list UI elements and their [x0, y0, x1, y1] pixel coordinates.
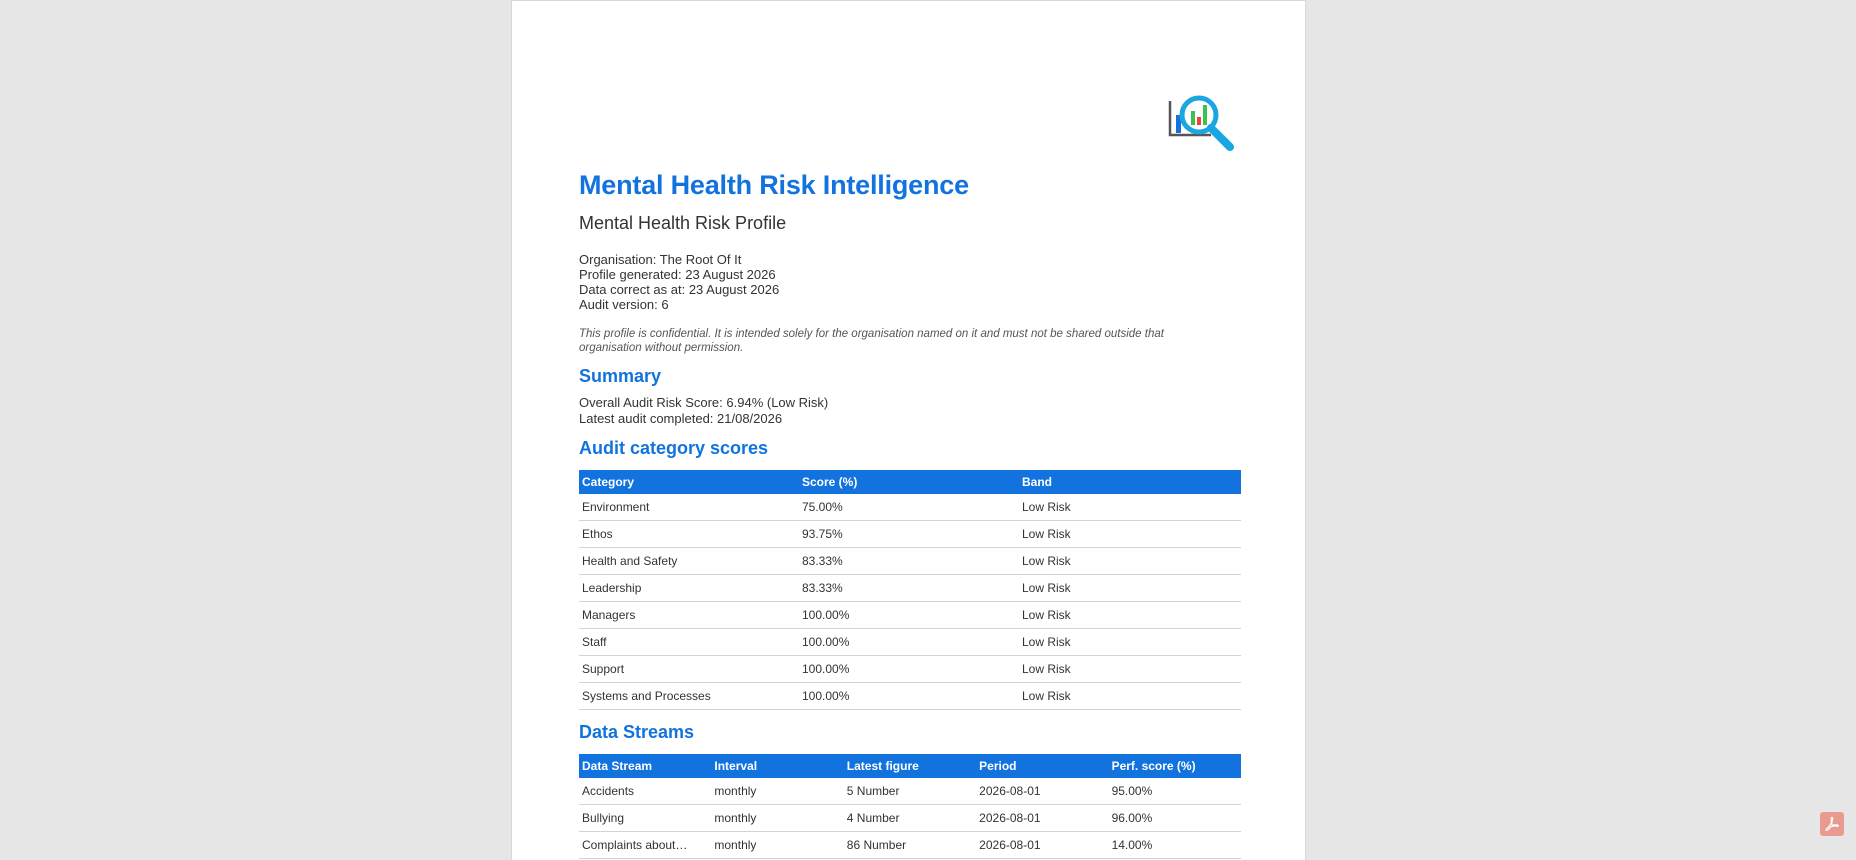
- column-header: Perf. score (%): [1109, 754, 1241, 778]
- perf-score-cell: 14.00%: [1109, 832, 1241, 859]
- stream-cell: Accidents: [579, 778, 711, 805]
- table-header-row: [579, 754, 1241, 778]
- magnifier-chart-icon: [1167, 93, 1235, 151]
- stream-cell: Complaints about…: [579, 832, 711, 859]
- figure-cell: 86 Number: [844, 832, 976, 859]
- category-cell: Managers: [579, 602, 799, 629]
- perf-score-cell: 96.00%: [1109, 805, 1241, 832]
- band-cell: Low Risk: [1019, 548, 1241, 575]
- column-header: Band: [1019, 470, 1241, 494]
- table-row: [579, 602, 1241, 629]
- table-row: [579, 778, 1241, 805]
- band-cell: Low Risk: [1019, 494, 1241, 521]
- table-row: [579, 656, 1241, 683]
- score-cell: 100.00%: [799, 656, 1019, 683]
- category-cell: Support: [579, 656, 799, 683]
- band-cell: Low Risk: [1019, 683, 1241, 710]
- meta-audit-version: Audit version: 6: [579, 297, 669, 312]
- meta-data-correct: Data correct as at: 23 August 2026: [579, 282, 780, 297]
- pdf-icon: [1824, 816, 1840, 832]
- category-cell: Staff: [579, 629, 799, 656]
- interval-cell: monthly: [711, 778, 843, 805]
- document-page: [511, 0, 1306, 860]
- table-row: [579, 805, 1241, 832]
- pdf-viewer-button[interactable]: [1820, 812, 1844, 836]
- column-header: Latest figure: [844, 754, 976, 778]
- score-cell: 75.00%: [799, 494, 1019, 521]
- column-header: Category: [579, 470, 799, 494]
- score-cell: 83.33%: [799, 548, 1019, 575]
- overall-score: Overall Audit Risk Score: 6.94% (Low Risk): [579, 395, 829, 410]
- audit-scores-heading: Audit category scores: [579, 438, 769, 458]
- data-streams-table: [579, 754, 1241, 859]
- period-cell: 2026-08-01: [976, 778, 1108, 805]
- interval-cell: monthly: [711, 832, 843, 859]
- stream-cell: Bullying: [579, 805, 711, 832]
- table-row: [579, 548, 1241, 575]
- audit-scores-table: [579, 470, 1241, 710]
- table-header-row: [579, 470, 1241, 494]
- band-cell: Low Risk: [1019, 575, 1241, 602]
- column-header: Period: [976, 754, 1108, 778]
- score-cell: 100.00%: [799, 683, 1019, 710]
- figure-cell: 5 Number: [844, 778, 976, 805]
- column-header: Interval: [711, 754, 843, 778]
- summary-section: [579, 395, 828, 427]
- document-title: Mental Health Risk Intelligence: [579, 170, 969, 200]
- figure-cell: 4 Number: [844, 805, 976, 832]
- score-cell: 100.00%: [799, 602, 1019, 629]
- column-header: Score (%): [799, 470, 1019, 494]
- period-cell: 2026-08-01: [976, 805, 1108, 832]
- category-cell: Leadership: [579, 575, 799, 602]
- score-cell: 83.33%: [799, 575, 1019, 602]
- category-cell: Systems and Processes: [579, 683, 799, 710]
- profile-meta: [579, 252, 779, 312]
- band-cell: Low Risk: [1019, 656, 1241, 683]
- period-cell: 2026-08-01: [976, 832, 1108, 859]
- meta-generated: Profile generated: 23 August 2026: [579, 267, 776, 282]
- table-row: [579, 494, 1241, 521]
- meta-organisation: Organisation: The Root Of It: [579, 252, 742, 267]
- interval-cell: monthly: [711, 805, 843, 832]
- summary-heading: Summary: [579, 366, 662, 386]
- category-cell: Ethos: [579, 521, 799, 548]
- table-row: [579, 683, 1241, 710]
- category-cell: Environment: [579, 494, 799, 521]
- score-cell: 93.75%: [799, 521, 1019, 548]
- table-row: [579, 521, 1241, 548]
- band-cell: Low Risk: [1019, 602, 1241, 629]
- score-cell: 100.00%: [799, 629, 1019, 656]
- band-cell: Low Risk: [1019, 629, 1241, 656]
- table-row: [579, 575, 1241, 602]
- document-subtitle: Mental Health Risk Profile: [579, 213, 787, 233]
- column-header: Data Stream: [579, 754, 711, 778]
- confidential-notice: This profile is confidential. It is intended solely for the organisation named on it and must not be shared outside that organisation without permission.: [579, 328, 1164, 354]
- perf-score-cell: 95.00%: [1109, 778, 1241, 805]
- latest-audit: Latest audit completed: 21/08/2026: [579, 411, 783, 426]
- table-row: [579, 832, 1241, 859]
- category-cell: Health and Safety: [579, 548, 799, 575]
- band-cell: Low Risk: [1019, 521, 1241, 548]
- data-streams-heading: Data Streams: [579, 722, 695, 742]
- table-row: [579, 629, 1241, 656]
